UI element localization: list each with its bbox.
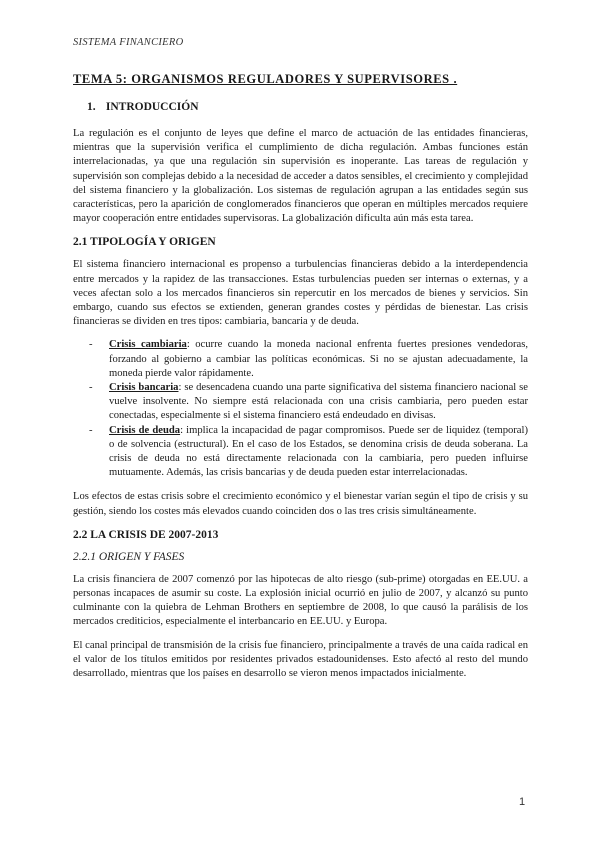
- chapter-title: TEMA 5: ORGANISMOS REGULADORES Y SUPERVISORES .: [73, 72, 458, 86]
- tipologia-paragraph: El sistema financiero internacional es propenso a turbulencias financieras debido a la interdependencia entre mercados y la rapidez de las transacciones. Estas turbulencias pueden ser internas o externas, y a veces afectan solo a los mercados financieros sin repercutir en los mercados de bienes y servicios. Sin embargo, cuando sus efectos se extienden, generan grandes costes y pérdidas de bienestar. Las crisis financieras se dividen en tres tipos: cambiaria, bancaria y de deuda.: [73, 259, 528, 328]
- origen-paragraph-2: El canal principal de transmisión de la crisis fue financiero, principalmente a través de una caída radical en el valor de los títulos emitidos por residentes privados estadounidenses. Esto afectó al resto del mundo desarrollado, mientras que los países en desarrollo se vieron menos impactados inicialmente.: [73, 639, 528, 680]
- section-number: 1.: [87, 101, 96, 113]
- section-heading-introduccion: [87, 101, 528, 113]
- list-text: : ocurre cuando la moneda nacional enfrenta fuertes presiones vendedoras, forzando al gobierno a cambiar las políticas económicas. Si no se ajustan adecuadamente, la moneda pierde valor rápidamente.: [109, 339, 528, 379]
- crisis-types-list: [73, 338, 528, 480]
- list-term: Crisis de deuda: [109, 424, 181, 436]
- section-heading-text: INTRODUCCIÓN: [105, 101, 199, 113]
- list-item-crisis-bancaria: [73, 381, 528, 424]
- list-term: Crisis bancaria: [109, 382, 179, 394]
- list-text: : implica la incapacidad de pagar compromisos. Puede ser de liquidez (temporal) o de solvencia (estructural). En el caso de los Estados, se denomina crisis de deuda soberana. La crisis de deuda no está directamente relacionada con la cambiaria, pero pueden influirse mutuamente. Además, las crisis bancarias y de deuda pueden estar interrelacionadas.: [109, 424, 528, 479]
- origen-paragraph-1: La crisis financiera de 2007 comenzó por las hipotecas de alto riesgo (sub-prime) otorgadas en EE.UU. a personas incapaces de asumir su coste. La explosión inicial ocurrió en julio de 2007, y alcanzó su punto culminante con la quiebra de Lehman Brothers en septiembre de 2008, lo que causó la parálisis de los mercados crediticios, especialmente el interbancario en EE.UU. y Europa.: [73, 573, 528, 628]
- intro-paragraph: La regulación es el conjunto de leyes que define el marco de actuación de las entidades financieras, mientras que la supervisión verifica el cumplimiento de dicha regulación. Ambas funciones están interrelacionadas, ya que una regulación sin supervisión es inoperante. Las tareas de regulación y supervisión son complejas debido a la necesidad de acceder a datos sensibles, el crecimiento y complejidad del sistema financiero y la globalización. Los sistemas de regulación agrupan a las entidades según sus características, pero la aparición de conglomerados financieros que operan en múltiples mercados requiere mayor cooperación entre entidades supervisoras. La globalización dificulta aún más esta tarea.: [73, 128, 528, 225]
- section-heading-tipologia: 2.1 TIPOLOGÍA Y ORIGEN: [73, 236, 216, 249]
- subsection-heading-origen: 2.2.1 ORIGEN Y FASES: [73, 550, 185, 563]
- list-item-crisis-cambiaria: [73, 338, 528, 381]
- list-term: Crisis cambiaria: [109, 339, 187, 351]
- list-dash: -: [89, 382, 93, 394]
- list-item-crisis-deuda: [73, 424, 528, 481]
- list-dash: -: [89, 424, 93, 436]
- list-text: : se desencadena cuando una parte significativa del sistema financiero nacional se vuelve insolvente. No siempre está relacionada con una crisis cambiaria, pero pueden estar conectadas, especialmente si el sistema financiero está endeudado en divisas.: [109, 382, 529, 422]
- crisis-effects-paragraph: Los efectos de estas crisis sobre el crecimiento económico y el bienestar varían según el tipo de crisis y su gestión, siendo los costes más elevados cuando coinciden dos o las tres crisis simultáneamente.: [73, 491, 528, 517]
- list-dash: -: [89, 339, 93, 351]
- running-header: SISTEMA FINANCIERO: [73, 37, 184, 48]
- page-content: [73, 72, 528, 690]
- section-heading-crisis-2007: 2.2 LA CRISIS DE 2007-2013: [73, 528, 219, 541]
- page-number: 1: [519, 796, 526, 808]
